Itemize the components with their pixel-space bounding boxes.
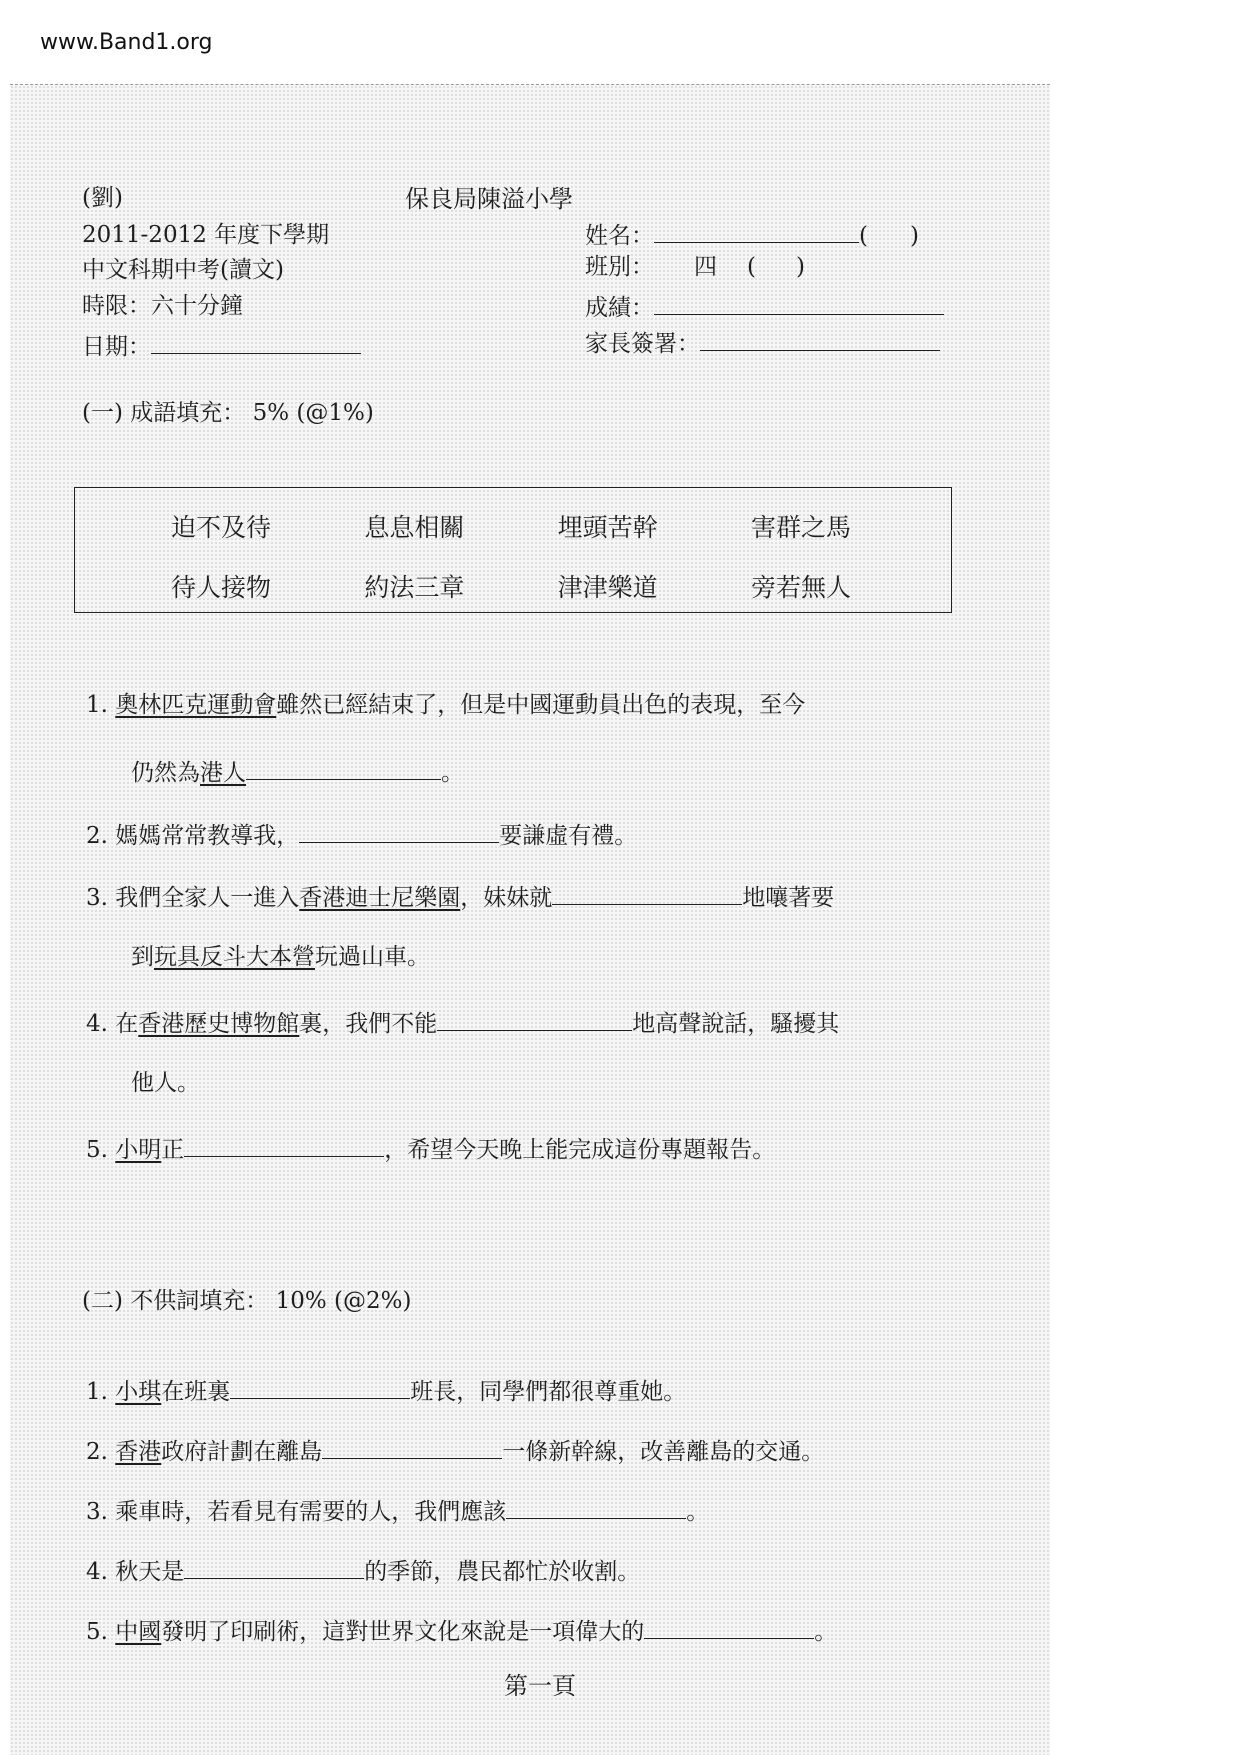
section1-title: (一) 成語填充： 5% (@1%) xyxy=(82,400,374,426)
s1-question-4-cont xyxy=(131,1070,200,1098)
proper-noun: 香港迪士尼樂園 xyxy=(299,885,461,912)
teacher-label: (劉) xyxy=(82,185,123,211)
question-text: 政府計劃在離島 xyxy=(161,1439,323,1466)
proper-noun: 小明 xyxy=(115,1137,162,1164)
s2-question-4 xyxy=(86,1554,640,1587)
s2-question-5 xyxy=(86,1614,837,1647)
idiom-word: 旁若無人 xyxy=(750,573,851,602)
site-watermark: www.Band1.org xyxy=(40,30,213,55)
class-field xyxy=(585,254,805,282)
page-number: 第一頁 xyxy=(504,1672,576,1700)
score-label: 成績： xyxy=(585,295,654,322)
signature-label: 家長簽署： xyxy=(585,331,700,358)
class-paren-close: ) xyxy=(795,254,805,280)
score-field xyxy=(585,290,944,323)
question-number: 4. xyxy=(86,1011,108,1038)
idiom-word: 待人接物 xyxy=(171,573,272,602)
question-text: 到 xyxy=(131,944,154,970)
question-text: 乘車時，若看見有需要的人，我們應該 xyxy=(115,1499,507,1526)
question-text: ，希望今天晚上能完成這份專題報告。 xyxy=(384,1137,776,1164)
question-number: 5. xyxy=(86,1137,108,1164)
idiom-word-box xyxy=(74,487,952,613)
date-label: 日期： xyxy=(82,334,151,361)
idiom-word: 津津樂道 xyxy=(557,573,658,602)
question-text: 發明了印刷術，這對世界文化來說是一項偉大的 xyxy=(161,1619,645,1646)
question-number: 3. xyxy=(86,1499,108,1526)
question-number: 1. xyxy=(86,1379,108,1406)
proper-noun: 港人 xyxy=(200,760,246,787)
signature-field xyxy=(585,326,940,359)
idiom-word: 埋頭苦幹 xyxy=(557,513,658,542)
idiom-word: 迫不及待 xyxy=(171,513,272,542)
question-text: 地嚷著要 xyxy=(742,885,835,912)
date-blank[interactable] xyxy=(151,329,361,354)
answer-blank[interactable] xyxy=(322,1434,502,1459)
question-text: 一條新幹線，改善離島的交通。 xyxy=(502,1439,825,1466)
time-limit: 時限：六十分鐘 xyxy=(82,293,243,319)
question-number: 2. xyxy=(86,823,108,850)
proper-noun: 中國 xyxy=(115,1619,162,1646)
answer-blank[interactable] xyxy=(506,1494,686,1519)
answer-blank[interactable] xyxy=(246,755,441,780)
question-text: 。 xyxy=(441,760,464,787)
score-blank[interactable] xyxy=(654,290,944,315)
answer-blank[interactable] xyxy=(230,1374,410,1399)
answer-blank[interactable] xyxy=(552,880,742,905)
idiom-word: 約法三章 xyxy=(364,573,465,602)
idiom-row-1 xyxy=(171,508,851,544)
exam-title: 中文科期中考(讀文) xyxy=(82,257,284,283)
idiom-word: 息息相關 xyxy=(364,513,465,542)
s1-question-2 xyxy=(86,818,637,851)
name-field xyxy=(585,218,919,251)
class-value: 四 xyxy=(694,254,717,280)
school-name: 保良局陳溢小學 xyxy=(405,185,573,213)
s1-question-4 xyxy=(86,1006,839,1039)
s2-question-3 xyxy=(86,1494,709,1527)
question-text: ，妹妹就 xyxy=(460,885,553,912)
question-text: 地高聲說話，騷擾其 xyxy=(632,1011,840,1038)
question-text: 我們全家人一進入 xyxy=(115,885,300,912)
proper-noun: 香港 xyxy=(115,1439,162,1466)
s1-question-1-cont xyxy=(131,755,464,788)
s2-question-2 xyxy=(86,1434,824,1467)
class-paren-open: ( xyxy=(747,254,756,280)
name-blank[interactable] xyxy=(654,218,859,243)
seat-paren-open: ( xyxy=(859,223,868,250)
proper-noun: 奧林匹克運動會 xyxy=(115,692,277,718)
question-text: 秋天是 xyxy=(115,1559,185,1586)
s2-question-1 xyxy=(86,1374,686,1407)
s1-question-3-cont xyxy=(131,944,430,972)
question-text: 班長，同學們都很尊重她。 xyxy=(410,1379,687,1406)
idiom-word: 害群之馬 xyxy=(750,513,851,542)
seat-paren-close: ) xyxy=(909,223,919,250)
question-text: 雖然已經結束了，但是中國運動員出色的表現，至今 xyxy=(276,692,806,718)
answer-blank[interactable] xyxy=(437,1006,632,1031)
question-text: 玩過山車。 xyxy=(315,944,430,970)
question-text: 正 xyxy=(161,1137,185,1164)
question-text: 。 xyxy=(686,1499,710,1526)
question-text: 在班裏 xyxy=(161,1379,231,1406)
s1-question-3 xyxy=(86,880,834,913)
s1-question-1 xyxy=(86,692,805,720)
answer-blank[interactable] xyxy=(184,1132,384,1157)
question-number: 2. xyxy=(86,1439,108,1466)
question-text: 要謙虛有禮。 xyxy=(499,823,638,850)
question-number: 5. xyxy=(86,1619,108,1646)
proper-noun: 香港歷史博物館 xyxy=(138,1011,300,1038)
question-text: 的季節，農民都忙於收割。 xyxy=(364,1559,641,1586)
question-number: 1. xyxy=(86,692,108,718)
question-text: 仍然為 xyxy=(131,760,200,787)
question-text: 。 xyxy=(814,1619,838,1646)
question-number: 3. xyxy=(86,885,108,912)
section2-title: (二) 不供詞填充： 10% (@2%) xyxy=(82,1288,412,1314)
idiom-row-2 xyxy=(171,568,851,604)
s1-question-5 xyxy=(86,1132,775,1165)
question-number: 4. xyxy=(86,1559,108,1586)
question-text: 他人。 xyxy=(131,1070,200,1096)
question-text: 在 xyxy=(115,1011,139,1038)
answer-blank[interactable] xyxy=(184,1554,364,1579)
question-text: 裏，我們不能 xyxy=(299,1011,438,1038)
date-field xyxy=(82,329,361,362)
proper-noun: 玩具反斗大本營 xyxy=(154,944,315,970)
answer-blank[interactable] xyxy=(299,818,499,843)
question-text: 媽媽常常教導我， xyxy=(115,823,300,850)
proper-noun: 小琪 xyxy=(115,1379,162,1406)
class-label: 班別： xyxy=(585,254,654,280)
signature-blank[interactable] xyxy=(700,326,940,351)
name-label: 姓名： xyxy=(585,223,654,250)
term: 2011-2012 年度下學期 xyxy=(82,222,330,248)
answer-blank[interactable] xyxy=(644,1614,814,1639)
